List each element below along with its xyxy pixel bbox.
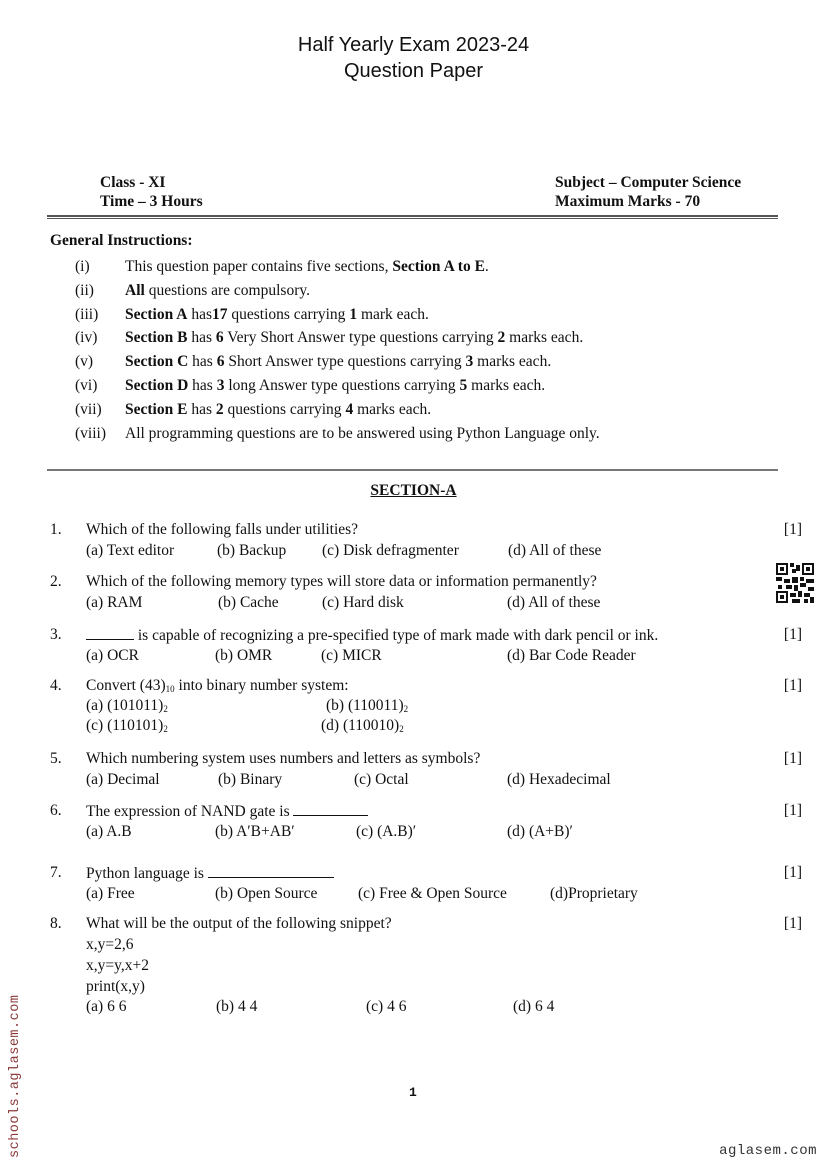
- option-c: (c) Octal: [354, 771, 409, 788]
- instruction-bold: Section D: [125, 377, 189, 394]
- instruction-text: has: [188, 353, 217, 370]
- base-subscript: 10: [165, 684, 175, 694]
- time-label: Time – 3 Hours: [100, 193, 203, 210]
- instruction-text: long Answer type questions carrying: [224, 377, 460, 394]
- question-text-wrapper: [86, 863, 334, 885]
- option-c: (c) Free & Open Source: [358, 885, 507, 902]
- option-b: (b) OMR: [215, 647, 273, 664]
- option-c: (c) (A.B)′: [356, 823, 417, 840]
- instruction-item: [75, 305, 429, 325]
- option-c: (c) 4 6: [366, 998, 407, 1015]
- question-2: [50, 572, 802, 614]
- header-divider: [47, 215, 778, 219]
- option-a: (a) Free: [86, 885, 135, 902]
- question-6: [50, 801, 802, 843]
- instruction-item: [75, 257, 489, 277]
- instruction-bold: Section C: [125, 353, 189, 370]
- instruction-number: (vii): [75, 401, 102, 418]
- base-subscript: 2: [163, 704, 168, 714]
- option-label: (b) (110011): [326, 697, 404, 714]
- option-d: (d) (A+B)′: [507, 823, 573, 840]
- question-number: 6.: [50, 802, 62, 819]
- instruction-bold: All: [125, 282, 145, 299]
- option-b: (b) Backup: [217, 542, 287, 559]
- option-b: (b) A′B+AB′: [215, 823, 295, 840]
- option-d: (d) 6 4: [513, 998, 555, 1015]
- instruction-text: This question paper contains five sections,: [125, 258, 393, 275]
- question-number: 8.: [50, 915, 62, 932]
- question-4: [50, 676, 802, 738]
- question-1: [50, 520, 802, 562]
- page-number: 1: [409, 1085, 417, 1100]
- question-number: 1.: [50, 521, 62, 538]
- option-d: (d) Hexadecimal: [507, 771, 611, 788]
- question-marks: [1]: [783, 750, 802, 767]
- instruction-text: has: [187, 306, 212, 323]
- option-c: (c) MICR: [321, 647, 382, 664]
- instruction-item: [75, 424, 600, 444]
- instruction-bold: 6: [216, 353, 225, 370]
- question-number: 2.: [50, 573, 62, 590]
- instruction-number: (vi): [75, 377, 98, 394]
- fill-blank: [208, 863, 334, 878]
- side-watermark: schools.aglasem.com: [8, 994, 23, 1158]
- question-text: into binary number system:: [174, 677, 349, 694]
- instruction-text: questions carrying: [227, 306, 350, 323]
- instructions-title: General Instructions:: [50, 232, 193, 249]
- option-b: (b) Cache: [218, 594, 279, 611]
- instruction-number: (iv): [75, 329, 98, 346]
- question-text: Which of the following memory types will store data or information permanently?: [86, 573, 597, 590]
- instruction-bold: 1: [349, 306, 358, 323]
- question-number: 4.: [50, 677, 62, 694]
- option-label: (a) (101011): [86, 697, 164, 714]
- instruction-item: [75, 281, 310, 301]
- option-label: (c) (110101): [86, 717, 164, 734]
- fill-blank: [293, 801, 368, 816]
- section-divider: [47, 469, 778, 471]
- question-text: is capable of recognizing a pre-specified type of mark made with dark pencil or ink.: [134, 627, 659, 644]
- question-text: Which numbering system uses numbers and letters as symbols?: [86, 750, 481, 767]
- instruction-number: (viii): [75, 425, 106, 442]
- instruction-bold: Section E: [125, 401, 188, 418]
- instruction-bold: 2: [215, 401, 224, 418]
- instruction-text: questions carrying: [223, 401, 346, 418]
- instruction-bold: 6: [215, 329, 224, 346]
- max-marks-label: Maximum Marks - 70: [555, 193, 701, 210]
- option-a: (a) Decimal: [86, 771, 160, 788]
- base-subscript: 2: [163, 724, 168, 734]
- instruction-number: (iii): [75, 306, 99, 323]
- question-5: [50, 749, 802, 791]
- question-text: Python language is: [86, 865, 208, 882]
- option-c: (c) Hard disk: [322, 594, 404, 611]
- option-a: (a) OCR: [86, 647, 139, 664]
- option-a: (a) Text editor: [86, 542, 175, 559]
- base-subscript: 2: [403, 704, 409, 714]
- question-text-wrapper: [86, 801, 368, 823]
- option-d: (d) All of these: [507, 594, 601, 611]
- question-marks: [1]: [783, 864, 802, 881]
- instruction-text: Very Short Answer type questions carrying: [223, 329, 498, 346]
- option-b: (b) Binary: [218, 771, 283, 788]
- question-text: What will be the output of the following snippet?: [86, 915, 392, 932]
- instruction-number: (v): [75, 353, 94, 370]
- base-subscript: 2: [399, 724, 404, 734]
- instruction-text: .: [484, 258, 489, 275]
- instruction-text: questions are compulsory.: [144, 282, 310, 299]
- instruction-item: [75, 400, 431, 420]
- option-d: (d) All of these: [508, 542, 602, 559]
- qr-code-icon: [776, 563, 814, 603]
- question-number: 3.: [50, 626, 62, 643]
- question-marks: [1]: [783, 626, 802, 643]
- question-3: [50, 625, 802, 667]
- option-d: (d) Bar Code Reader: [507, 647, 636, 664]
- option-a: (a) RAM: [86, 594, 143, 611]
- option-a: (a) A.B: [86, 823, 132, 840]
- instruction-text: marks each.: [467, 377, 546, 394]
- code-line: x,y=2,6: [86, 936, 134, 953]
- option-label: (d) (110010): [321, 717, 400, 734]
- instruction-item: [75, 376, 545, 396]
- code-line: x,y=y,x+2: [86, 957, 149, 974]
- instruction-text: marks each.: [473, 353, 552, 370]
- question-marks: [1]: [783, 915, 802, 932]
- question-text: The expression of NAND gate is: [86, 803, 294, 820]
- instruction-bold: 4: [345, 401, 354, 418]
- instruction-item: [75, 328, 583, 348]
- question-number: 5.: [50, 750, 62, 767]
- option-a: (a) 6 6: [86, 998, 127, 1015]
- question-text-wrapper: [86, 625, 658, 647]
- question-number: 7.: [50, 864, 62, 881]
- instruction-number: (i): [75, 258, 90, 275]
- question-7: [50, 863, 802, 905]
- option-d: [321, 716, 404, 740]
- class-label: Class - XI: [100, 174, 166, 191]
- instruction-bold: Section B: [125, 329, 188, 346]
- question-marks: [1]: [783, 677, 802, 694]
- instruction-bold: Section A: [125, 306, 188, 323]
- instruction-text: mark each.: [357, 306, 429, 323]
- option-d: (d)Proprietary: [550, 885, 638, 902]
- instruction-bold: 3: [465, 353, 474, 370]
- instruction-text: All programming questions are to be answered using Python Language only.: [125, 425, 600, 442]
- code-line: print(x,y): [86, 978, 145, 995]
- question-marks: [1]: [783, 802, 802, 819]
- instruction-text: marks each.: [505, 329, 584, 346]
- fill-blank: [86, 625, 134, 640]
- option-b: (b) 4 4: [216, 998, 258, 1015]
- option-b: (b) Open Source: [215, 885, 318, 902]
- instruction-text: has: [188, 377, 217, 394]
- instruction-number: (ii): [75, 282, 94, 299]
- instruction-text: Short Answer type questions carrying: [224, 353, 466, 370]
- subject-label: Subject – Computer Science: [555, 174, 742, 191]
- question-text: Which of the following falls under utilities?: [86, 521, 359, 538]
- section-a-title: SECTION-A: [370, 482, 457, 499]
- option-c: (c) Disk defragmenter: [322, 542, 459, 559]
- instruction-bold: 3: [216, 377, 225, 394]
- exam-title: Half Yearly Exam 2023-24: [297, 34, 530, 56]
- instruction-bold: Section A to E: [392, 258, 485, 275]
- instruction-text: has: [187, 401, 216, 418]
- option-c: [86, 716, 168, 740]
- instruction-bold: 5: [459, 377, 468, 394]
- question-8: [50, 914, 802, 1018]
- instruction-text: has: [187, 329, 216, 346]
- corner-watermark: aglasem.com: [719, 1143, 817, 1159]
- instruction-bold: 17: [211, 306, 228, 323]
- paper-title: Question Paper: [344, 60, 483, 82]
- question-marks: [1]: [783, 521, 802, 538]
- instruction-item: [75, 352, 551, 372]
- instruction-bold: 2: [497, 329, 506, 346]
- question-text: Convert (43): [86, 677, 166, 694]
- instruction-text: marks each.: [353, 401, 432, 418]
